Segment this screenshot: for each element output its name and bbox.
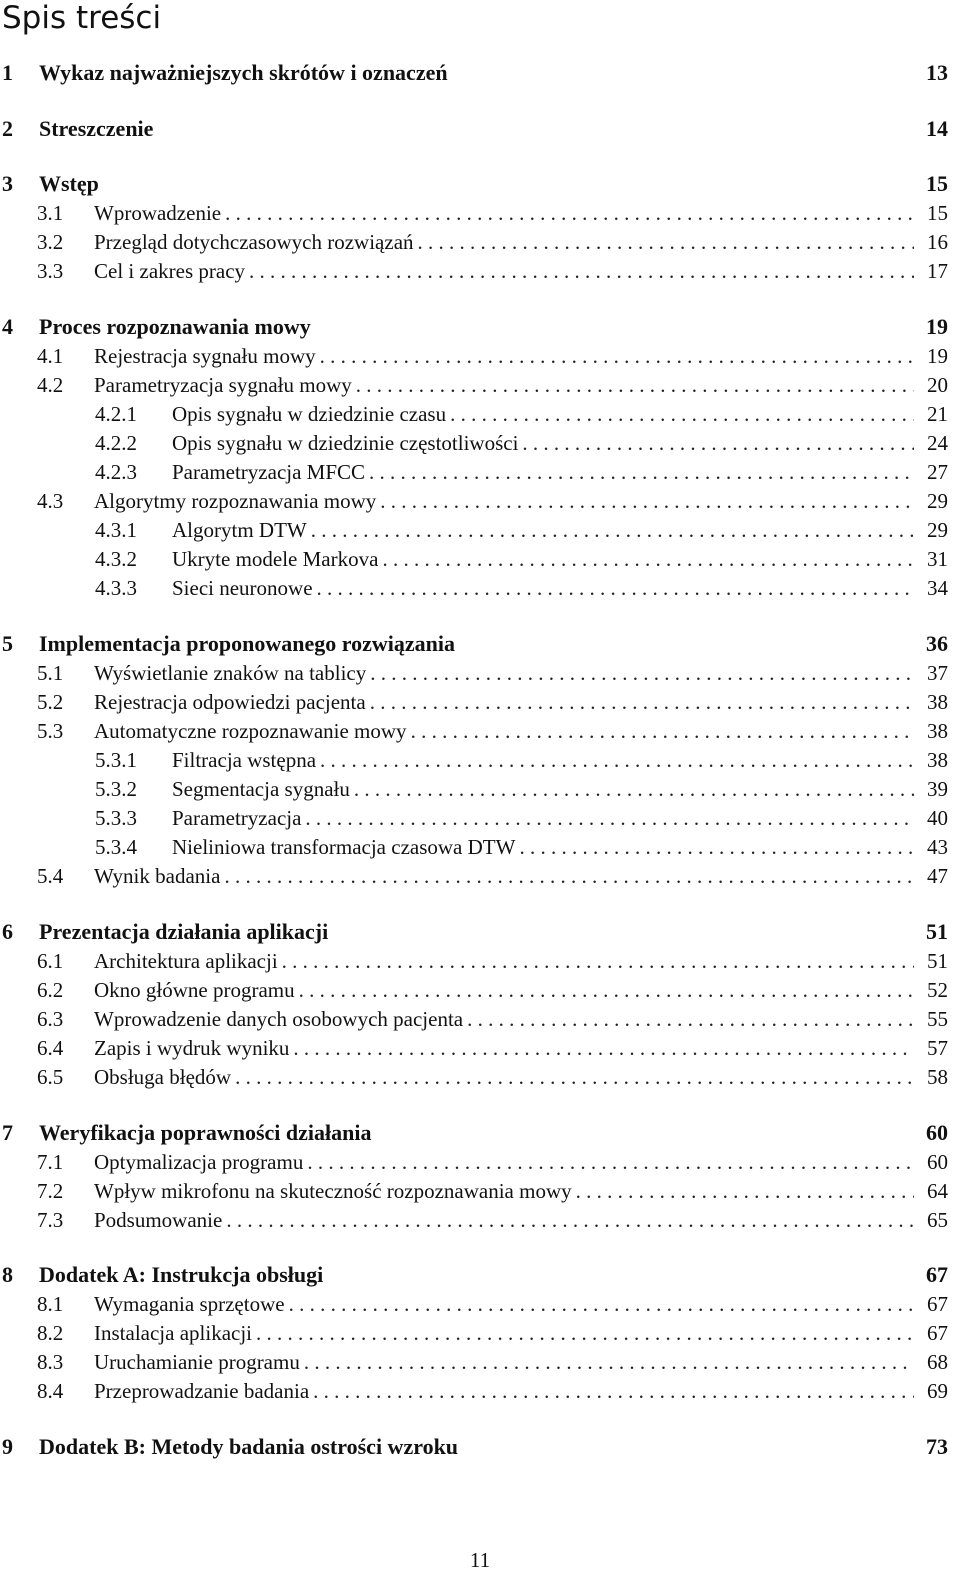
toc-entry-title: Ukryte modele Markova (172, 547, 379, 572)
toc-entry-number: 5.3.1 (95, 748, 137, 772)
toc-entry[interactable] (95, 774, 948, 804)
toc-entry-title: Wpływ mikrofonu na skuteczność rozpoznawania mowy (94, 1178, 572, 1203)
toc-entry-title: Obsługa błędów (94, 1065, 232, 1089)
toc-dot-leader (256, 1318, 914, 1348)
toc-entry-page: 37 (927, 660, 948, 685)
toc-entry-page: 65 (927, 1207, 948, 1232)
toc-entry-title: Uruchamianie programu (94, 1350, 300, 1375)
toc-entry[interactable] (37, 1176, 948, 1206)
toc-entry[interactable] (2, 1432, 948, 1462)
toc-entry-number: 5.3 (37, 718, 64, 743)
toc-entry-number: 7.2 (37, 1178, 64, 1203)
toc-entry-page: 60 (927, 1149, 948, 1174)
toc-dot-leader (305, 803, 914, 833)
toc-entry-number: 5.3.2 (95, 777, 137, 802)
toc-entry-number: 6.3 (37, 1006, 64, 1031)
toc-entry-number: 4.2.1 (95, 401, 137, 426)
toc-dot-leader (411, 716, 914, 746)
toc-entry-title: Wynik badania (94, 864, 221, 889)
toc-dot-leader (304, 1347, 914, 1377)
toc-entry[interactable] (37, 1062, 948, 1092)
toc-entry-page: 69 (927, 1379, 948, 1404)
toc-entry-title: Nieliniowa transformacja czasowa DTW (172, 835, 516, 860)
toc-entry-page: 16 (927, 230, 948, 255)
toc-entry-title: Rejestracja sygnału mowy (94, 343, 316, 368)
toc-entry[interactable] (37, 1205, 948, 1235)
toc-entry-page: 17 (927, 259, 948, 284)
toc-entry[interactable] (37, 370, 948, 400)
toc-entry[interactable] (37, 1347, 948, 1377)
toc-entry-page: 34 (927, 576, 948, 601)
toc-entry-number: 9 (2, 1434, 13, 1459)
toc-entry[interactable] (37, 1289, 948, 1319)
toc-dot-leader (354, 774, 914, 804)
toc-entry[interactable] (37, 486, 948, 516)
toc-entry[interactable] (2, 169, 948, 199)
toc-entry-number: 4.2.2 (95, 431, 137, 455)
toc-entry-number: 6.4 (37, 1035, 64, 1060)
toc-entry-number: 3.3 (37, 259, 64, 284)
toc-entry-page: 38 (927, 718, 948, 743)
toc-entry[interactable] (37, 716, 948, 746)
toc-dot-leader (519, 832, 914, 862)
toc-entry-number: 5.1 (37, 660, 64, 685)
toc-entry-title: Okno główne programu (94, 977, 295, 1002)
toc-entry-title: Proces rozpoznawania mowy (39, 313, 311, 339)
toc-entry-number: 7 (2, 1119, 13, 1145)
toc-entry-title: Przegląd dotychczasowych rozwiązań (94, 230, 414, 255)
toc-entry-title: Implementacja proponowanego rozwiązania (39, 630, 455, 656)
toc-entry-page: 67 (927, 1321, 948, 1346)
toc-dot-leader (522, 428, 914, 458)
toc-entry-title: Algorytmy rozpoznawania mowy (94, 489, 377, 514)
toc-entry-title: Wprowadzenie danych osobowych pacjenta (94, 1006, 464, 1031)
toc-dot-leader (249, 256, 914, 286)
toc-entry[interactable] (2, 1260, 948, 1290)
toc-entry-page: 15 (927, 201, 948, 226)
toc-entry-title: Wymagania sprzętowe (94, 1292, 285, 1317)
toc-entry-title: Architektura aplikacji (94, 948, 278, 973)
toc-entry-page: 58 (927, 1065, 948, 1089)
toc-entry-title: Przeprowadzanie badania (94, 1379, 310, 1404)
toc-entry-page: 73 (926, 1434, 948, 1459)
toc-entry[interactable] (37, 1318, 948, 1348)
toc-entry-page: 55 (927, 1006, 948, 1031)
toc-entry-page: 64 (927, 1178, 948, 1203)
toc-entry-page: 15 (926, 171, 948, 197)
toc-entry[interactable] (37, 1004, 948, 1034)
toc-entry[interactable] (95, 832, 948, 862)
toc-entry[interactable] (95, 457, 948, 487)
toc-entry-page: 57 (927, 1035, 948, 1060)
toc-entry[interactable] (2, 312, 948, 342)
toc-entry-page: 21 (927, 401, 948, 426)
toc-entry-title: Opis sygnału w dziedzinie częstotliwości (172, 431, 519, 455)
toc-entry[interactable] (37, 946, 948, 976)
toc-dot-leader (224, 861, 914, 891)
toc-dot-leader (289, 1289, 914, 1319)
toc-entry-page: 39 (927, 777, 948, 802)
toc-dot-leader (226, 1205, 914, 1235)
page-number: 11 (469, 1548, 491, 1572)
toc-dot-leader (313, 1376, 914, 1406)
toc-entry-title: Cel i zakres pracy (94, 259, 246, 284)
toc-entry-page: 31 (927, 547, 948, 572)
toc-entry-number: 7.3 (37, 1207, 64, 1232)
toc-dot-leader (418, 227, 914, 257)
toc-entry-page: 19 (927, 343, 948, 368)
toc-entry-number: 8 (2, 1262, 13, 1288)
toc-entry[interactable] (37, 1376, 948, 1406)
toc-entry[interactable] (95, 573, 948, 603)
toc-entry-number: 6 (2, 918, 13, 944)
toc-entry-number: 4.3.3 (95, 576, 137, 601)
toc-entry-title: Instalacja aplikacji (94, 1321, 253, 1346)
toc-entry[interactable] (37, 687, 948, 717)
toc-dot-leader (320, 341, 914, 371)
toc-dot-leader (320, 745, 914, 775)
toc-entry-number: 4.3.2 (95, 547, 137, 572)
toc-entry-number: 8.1 (37, 1292, 64, 1317)
toc-entry-page: 24 (927, 431, 948, 455)
toc-entry-title: Wyświetlanie znaków na tablicy (94, 660, 367, 685)
toc-entry[interactable] (2, 629, 948, 659)
toc-entry-page: 38 (927, 689, 948, 714)
toc-dot-leader (467, 1004, 914, 1034)
toc-entry-title: Prezentacja działania aplikacji (39, 918, 329, 944)
toc-entry-title: Parametryzacja sygnału mowy (94, 372, 352, 397)
toc-entry[interactable] (2, 58, 948, 88)
toc-entry-number: 3.1 (37, 201, 64, 226)
toc-entry[interactable] (2, 917, 948, 947)
toc-entry-page: 29 (927, 489, 948, 514)
toc-entry-page: 19 (926, 313, 948, 339)
toc-entry-title: Dodatek B: Metody badania ostrości wzroku (39, 1434, 459, 1459)
toc-entry-page: 13 (926, 60, 948, 85)
toc-dot-leader (369, 457, 914, 487)
toc-dot-leader (317, 573, 914, 603)
toc-dot-leader (356, 370, 914, 400)
toc-entry-number: 5.3.3 (95, 806, 137, 831)
toc-dot-leader (282, 946, 914, 976)
toc-entry[interactable] (37, 256, 948, 286)
toc-entry-page: 38 (927, 748, 948, 772)
toc-entry[interactable] (95, 803, 948, 833)
toc-entry[interactable] (95, 745, 948, 775)
toc-entry[interactable] (95, 515, 948, 545)
toc-dot-leader (311, 515, 914, 545)
toc-entry-number: 7.1 (37, 1149, 64, 1174)
toc-dot-leader (370, 658, 914, 688)
toc-entry[interactable] (37, 341, 948, 371)
toc-entry-number: 4.3.1 (95, 518, 137, 543)
toc-entry-title: Parametryzacja MFCC (172, 460, 366, 485)
toc-entry-title: Dodatek A: Instrukcja obsługi (39, 1262, 324, 1288)
toc-dot-leader (225, 198, 914, 228)
toc-entry[interactable] (37, 658, 948, 688)
toc-entry-title: Segmentacja sygnału (172, 777, 350, 802)
toc-entry-number: 8.3 (37, 1350, 64, 1375)
toc-entry-title: Streszczenie (39, 115, 154, 141)
toc-entry-number: 4.1 (37, 343, 64, 368)
toc-entry-number: 3.2 (37, 230, 64, 255)
toc-entry-page: 27 (927, 460, 948, 485)
toc-entry[interactable] (2, 1118, 948, 1148)
page-title: Spis treści (2, 0, 162, 36)
toc-entry-page: 67 (927, 1292, 948, 1317)
toc-entry-number: 4.2.3 (95, 460, 137, 485)
toc-entry-title: Podsumowanie (94, 1207, 223, 1232)
toc-entry[interactable] (37, 975, 948, 1005)
toc-entry-page: 40 (927, 806, 948, 831)
toc-entry-page: 51 (926, 918, 948, 944)
toc-entry-page: 60 (926, 1119, 948, 1145)
toc-entry-page: 51 (927, 948, 948, 973)
toc-entry-number: 5.3.4 (95, 835, 137, 860)
toc-entry[interactable] (37, 1147, 948, 1177)
toc-dot-leader (450, 399, 914, 429)
toc-entry[interactable] (2, 114, 948, 144)
toc-dot-leader (382, 544, 914, 574)
toc-dot-leader (235, 1062, 914, 1092)
toc-entry[interactable] (37, 227, 948, 257)
toc-entry-page: 68 (927, 1350, 948, 1375)
toc-entry-number: 3 (2, 171, 13, 197)
toc-entry-page: 52 (927, 977, 948, 1002)
toc-entry-number: 5 (2, 630, 13, 656)
toc-entry-number: 4.2 (37, 372, 64, 397)
toc-entry-title: Opis sygnału w dziedzinie czasu (172, 401, 447, 426)
toc-entry-number: 5.2 (37, 689, 64, 714)
toc-entry-page: 14 (926, 115, 948, 141)
toc-entry-title: Wykaz najważniejszych skrótów i oznaczeń (39, 60, 448, 85)
toc-entry-number: 6.1 (37, 948, 64, 973)
toc-entry-number: 2 (2, 115, 13, 141)
toc-entry[interactable] (37, 861, 948, 891)
toc-entry-title: Wprowadzenie (94, 201, 222, 226)
toc-entry-title: Optymalizacja programu (94, 1149, 304, 1174)
toc-entry[interactable] (95, 399, 948, 429)
toc-dot-leader (380, 486, 914, 516)
toc-entry[interactable] (37, 198, 948, 228)
toc-entry-page: 47 (927, 864, 948, 889)
toc-entry-number: 4 (2, 313, 13, 339)
toc-entry-number: 5.4 (37, 864, 64, 889)
toc-entry-number: 6.2 (37, 977, 64, 1002)
toc-entry-number: 8.4 (37, 1379, 64, 1404)
toc-entry-title: Zapis i wydruk wyniku (94, 1035, 290, 1060)
toc-entry-title: Algorytm DTW (172, 518, 307, 543)
toc-entry-number: 4.3 (37, 489, 64, 514)
toc-entry-page: 67 (926, 1262, 948, 1288)
toc-entry[interactable] (95, 544, 948, 574)
toc-dot-leader (299, 975, 914, 1005)
toc-entry[interactable] (37, 1033, 948, 1063)
toc-dot-leader (370, 687, 914, 717)
toc-entry-page: 29 (927, 518, 948, 543)
toc-entry-title: Filtracja wstępna (172, 748, 317, 772)
toc-dot-leader (293, 1033, 914, 1063)
toc-entry-page: 43 (927, 835, 948, 860)
toc-entry-title: Weryfikacja poprawności działania (39, 1119, 372, 1145)
toc-entry-number: 8.2 (37, 1321, 64, 1346)
toc-entry-title: Rejestracja odpowiedzi pacjenta (94, 689, 366, 714)
toc-entry-title: Sieci neuronowe (172, 576, 313, 601)
toc-dot-leader (307, 1147, 914, 1177)
toc-entry-page: 20 (927, 372, 948, 397)
toc-entry-title: Parametryzacja (172, 806, 302, 831)
toc-entry-title: Wstęp (39, 171, 99, 197)
toc-dot-leader (576, 1176, 914, 1206)
toc-entry[interactable] (95, 428, 948, 458)
toc-entry-number: 6.5 (37, 1065, 64, 1089)
toc-entry-number: 1 (2, 60, 13, 85)
toc-entry-page: 36 (926, 630, 948, 656)
toc-entry-title: Automatyczne rozpoznawanie mowy (94, 718, 407, 743)
